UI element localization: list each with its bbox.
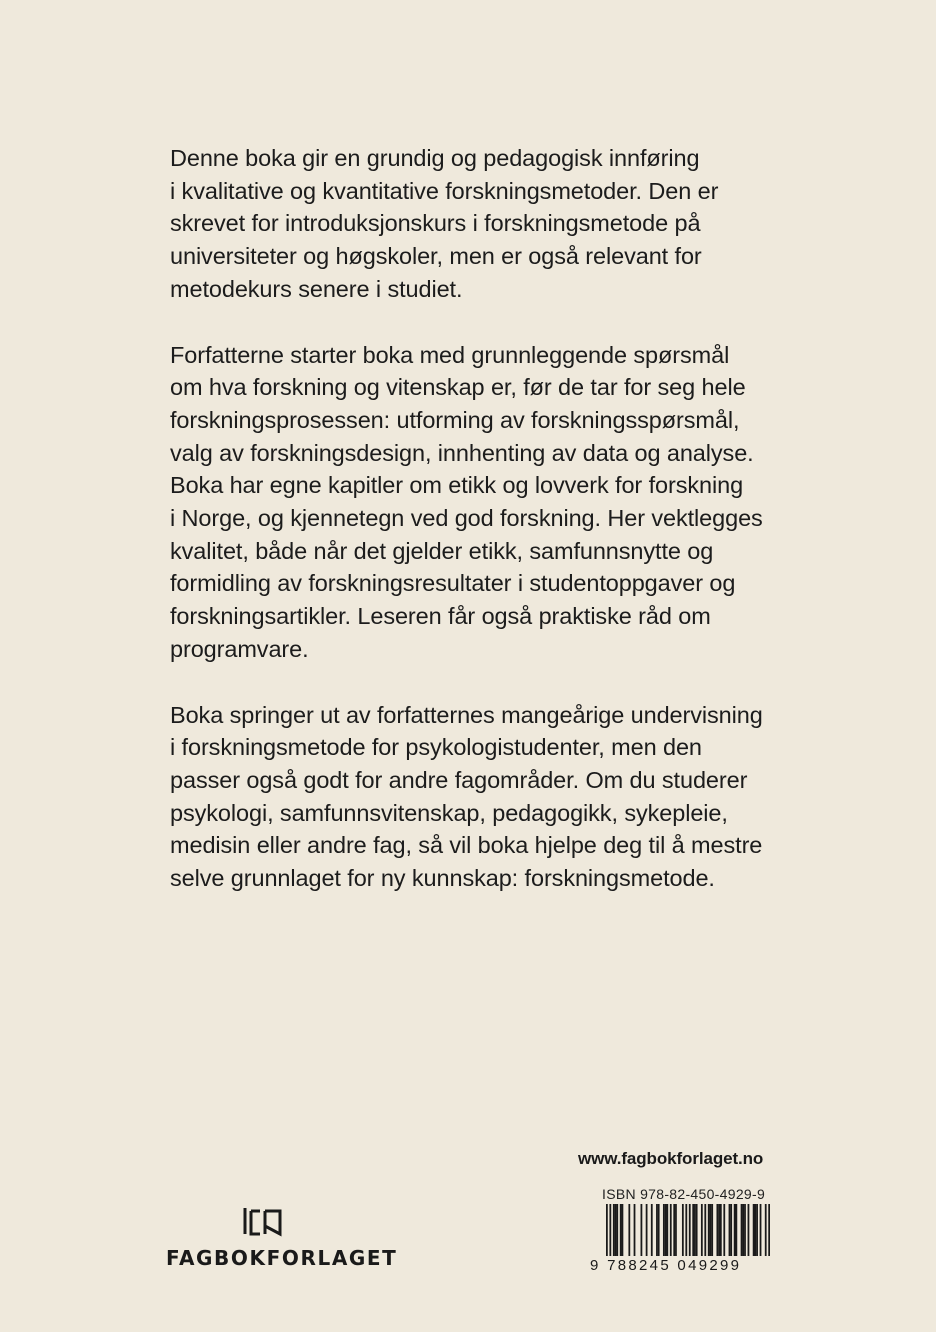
isbn-barcode xyxy=(588,1204,770,1274)
blurb-line: forskningsprosessen: utforming av forskningsspørsmål, xyxy=(170,406,740,433)
blurb-line: om hva forskning og vitenskap er, før de tar for seg hele xyxy=(170,374,746,401)
publisher-logo xyxy=(166,1206,398,1276)
blurb-line: formidling av forskningsresultater i studentoppgaver og xyxy=(170,570,736,597)
isbn-label: ISBN 978-82-450-4929-9 xyxy=(602,1186,766,1202)
blurb-line: i Norge, og kjennetegn ved god forskning. Her vektlegges xyxy=(170,505,763,532)
blurb-line: universiteter og høgskoler, men er også relevant for xyxy=(170,243,702,270)
barcode-digits: 9 788245 049299 xyxy=(590,1257,742,1274)
blurb-line: Boka har egne kapitler om etikk og lovverk for forskning xyxy=(170,472,744,499)
blurb-line: i kvalitative og kvantitative forskningsmetoder. Den er xyxy=(170,177,719,204)
publisher-name: FAGBOKFORLAGET xyxy=(166,1246,398,1270)
blurb-line: forskningsartikler. Leseren får også praktiske råd om xyxy=(170,603,711,630)
blurb-line: passer også godt for andre fagområder. Om du studerer xyxy=(170,766,748,793)
blurb-paragraph-2 xyxy=(170,339,810,666)
blurb-line: psykologi, samfunnsvitenskap, pedagogikk, sykepleie, xyxy=(170,799,728,826)
blurb-line: selve grunnlaget for ny kunnskap: forskningsmetode. xyxy=(170,865,715,892)
blurb-line: i forskningsmetode for psykologistudenter, men den xyxy=(170,734,702,761)
blurb-paragraph-3 xyxy=(170,699,810,895)
blurb-line: metodekurs senere i studiet. xyxy=(170,275,463,302)
blurb-line: Forfatterne starter boka med grunnleggende spørsmål xyxy=(170,341,730,368)
book-logo-icon xyxy=(242,1206,284,1238)
publisher-url[interactable]: www.fagbokforlaget.no xyxy=(578,1149,764,1168)
blurb-line: kvalitet, både når det gjelder etikk, samfunnsnytte og xyxy=(170,537,714,564)
blurb-line: skrevet for introduksjonskurs i forskningsmetode på xyxy=(170,210,701,237)
back-cover-blurb xyxy=(170,142,810,928)
blurb-line: programvare. xyxy=(170,635,309,662)
blurb-paragraph-1 xyxy=(170,142,810,306)
blurb-line: Denne boka gir en grundig og pedagogisk innføring xyxy=(170,145,700,171)
blurb-line: valg av forskningsdesign, innhenting av data og analyse. xyxy=(170,439,754,466)
blurb-line: Boka springer ut av forfatternes mangeårige undervisning xyxy=(170,701,763,728)
blurb-line: medisin eller andre fag, så vil boka hjelpe deg til å mestre xyxy=(170,832,763,859)
